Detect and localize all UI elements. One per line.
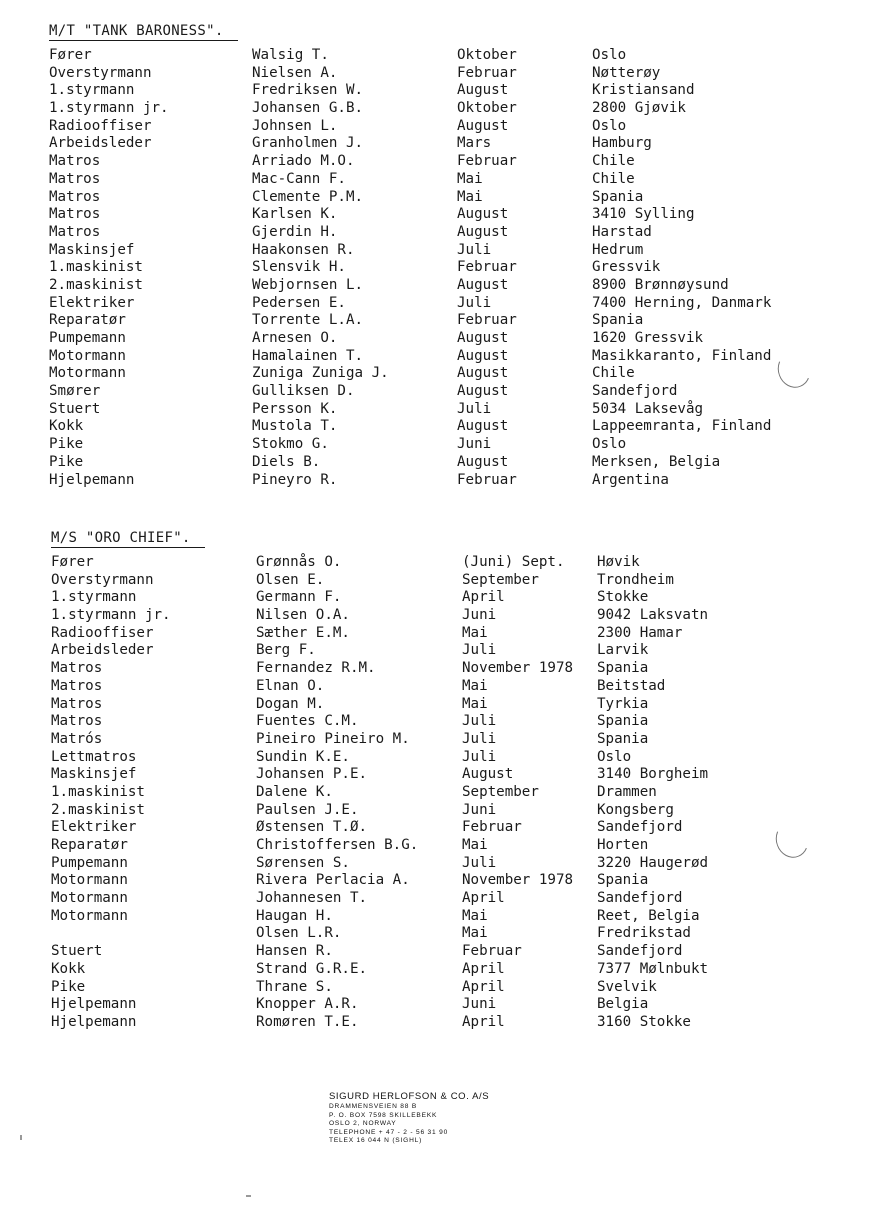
crew-name: Sæther E.M. xyxy=(256,624,350,641)
crew-rank: 1.maskinist xyxy=(49,259,143,276)
crew-month: April xyxy=(462,589,505,606)
crew-month: Mai xyxy=(462,925,488,942)
crew-row xyxy=(51,837,851,855)
crew-month: Mars xyxy=(457,135,492,152)
crew-name: Karlsen K. xyxy=(252,206,338,223)
telex-line: TELEX 16 044 N (SIGHL) xyxy=(329,1137,423,1145)
crew-name: Stokmo G. xyxy=(252,436,329,453)
crew-place: Oslo xyxy=(592,117,627,134)
crew-name: Strand G.R.E. xyxy=(256,960,368,977)
crew-name: Arnesen O. xyxy=(252,330,338,346)
crew-month: Oktober xyxy=(457,47,517,63)
crew-rank: 1.styrmann jr. xyxy=(49,100,169,117)
crew-rank: Motormann xyxy=(49,365,126,382)
crew-place: Hedrum xyxy=(592,241,644,258)
crew-rank: Hjelpemann xyxy=(49,471,135,488)
crew-row xyxy=(49,82,849,100)
crew-row xyxy=(49,436,849,454)
crew-month: Mai xyxy=(462,837,488,853)
crew-name: Østensen T.Ø. xyxy=(256,819,368,836)
crew-name: Haakonsen R. xyxy=(252,241,355,258)
crew-rank: Matros xyxy=(49,188,101,205)
crew-place: 1620 Gressvik xyxy=(592,330,704,346)
crew-month: August xyxy=(457,383,509,400)
crew-place: Sandefjord xyxy=(597,890,683,907)
crew-row xyxy=(51,607,851,625)
crew-name: Sundin K.E. xyxy=(256,748,350,765)
crew-row xyxy=(51,996,851,1014)
crew-rank: Reparatør xyxy=(49,312,126,329)
crew-rank: Motormann xyxy=(51,907,128,924)
crew-rank: Fører xyxy=(49,47,92,63)
crew-name: Christoffersen B.G. xyxy=(256,837,419,853)
crew-row xyxy=(49,383,849,401)
crew-row xyxy=(51,979,851,997)
crew-row xyxy=(51,749,851,767)
crew-month: Mai xyxy=(462,907,488,924)
crew-name: Nilsen O.A. xyxy=(256,607,350,624)
crew-month: April xyxy=(462,1013,505,1030)
crew-place: 9042 Laksvatn xyxy=(597,607,709,624)
crew-name: Knopper A.R. xyxy=(256,996,359,1013)
crew-place: Merksen, Belgia xyxy=(592,453,721,470)
crew-rank: Matrós xyxy=(51,730,103,747)
crew-place: 3220 Haugerød xyxy=(597,854,709,871)
crew-place: Oslo xyxy=(592,436,627,453)
crew-row xyxy=(49,472,849,490)
crew-month: Februar xyxy=(457,64,517,81)
crew-name: Olsen L.R. xyxy=(256,925,342,942)
crew-month: Februar xyxy=(457,312,517,329)
crew-month: August xyxy=(457,223,509,240)
crew-place: Spania xyxy=(597,660,649,677)
crew-row xyxy=(49,277,849,295)
crew-month: August xyxy=(457,206,509,223)
crew-name: Grønnås O. xyxy=(256,554,342,570)
crew-place: Oslo xyxy=(592,47,627,63)
crew-row xyxy=(49,135,849,153)
crew-row xyxy=(49,401,849,419)
crew-row xyxy=(51,943,851,961)
address-line: DRAMMENSVEIEN 88 B xyxy=(329,1103,418,1110)
crew-row xyxy=(49,242,849,260)
crew-place: Sandefjord xyxy=(592,383,678,400)
crew-row xyxy=(51,908,851,926)
crew-row xyxy=(51,713,851,731)
crew-month: November 1978 xyxy=(462,660,574,677)
crew-month: Juli xyxy=(462,642,497,659)
crew-name: Persson K. xyxy=(252,400,338,417)
crew-name: Thrane S. xyxy=(256,978,333,995)
crew-name: Dalene K. xyxy=(256,783,333,800)
crew-place: 7400 Herning, Danmark xyxy=(592,294,772,311)
crew-place: Hamburg xyxy=(592,135,652,152)
crew-place: Tyrkia xyxy=(597,695,649,712)
crew-row xyxy=(51,731,851,749)
crew-section-oro-chief xyxy=(51,527,851,1032)
crew-name: Dogan M. xyxy=(256,695,325,712)
crew-month: Juli xyxy=(462,713,497,730)
crew-month: Juli xyxy=(462,854,497,871)
address-line: P. O. BOX 7598 SKILLEBEKK xyxy=(329,1111,438,1119)
crew-month: August xyxy=(462,766,514,783)
crew-name: Fernandez R.M. xyxy=(256,660,376,677)
crew-name: Rivera Perlacia A. xyxy=(256,872,410,889)
crew-row xyxy=(51,589,851,607)
crew-rank: Radiooffiser xyxy=(51,624,154,641)
crew-month: Oktober xyxy=(457,100,517,117)
crew-name: Pineyro R. xyxy=(252,471,338,488)
crew-name: Nielsen A. xyxy=(252,64,338,81)
crew-rank: Matros xyxy=(51,695,103,712)
crew-name: Clemente P.M. xyxy=(252,188,364,205)
crew-row xyxy=(49,189,849,207)
crew-month: Juli xyxy=(457,400,492,417)
crew-name: Berg F. xyxy=(256,642,316,659)
crew-name: Johansen P.E. xyxy=(256,766,368,783)
crew-section-tank-baroness xyxy=(49,20,849,489)
crew-place: Gressvik xyxy=(592,259,661,276)
crew-row xyxy=(51,802,851,820)
crew-row xyxy=(51,766,851,784)
crew-rank: 2.maskinist xyxy=(49,276,143,293)
crew-rank: Elektriker xyxy=(51,819,137,836)
crew-month: Februar xyxy=(457,471,517,488)
crew-name: Elnan O. xyxy=(256,677,325,694)
crew-place: 2800 Gjøvik xyxy=(592,100,686,117)
crew-list xyxy=(49,47,849,489)
crew-name: Arriado M.O. xyxy=(252,153,355,170)
crew-month: September xyxy=(462,571,539,588)
crew-place: Lappeemranta, Finland xyxy=(592,418,772,435)
crew-row xyxy=(51,819,851,837)
crew-name: Johnsen L. xyxy=(252,117,338,134)
crew-rank: Pike xyxy=(51,978,86,995)
crew-row xyxy=(51,890,851,908)
crew-place: 5034 Laksevåg xyxy=(592,400,704,417)
crew-name: Webjornsen L. xyxy=(252,276,364,293)
crew-row xyxy=(49,295,849,313)
crew-row xyxy=(49,47,849,65)
crew-place: Trondheim xyxy=(597,571,674,588)
crew-row xyxy=(51,784,851,802)
crew-name: Olsen E. xyxy=(256,571,325,588)
crew-rank: Maskinsjef xyxy=(49,241,135,258)
crew-row xyxy=(51,678,851,696)
crew-row xyxy=(49,171,849,189)
crew-rank: Matros xyxy=(51,713,103,730)
crew-rank: Matros xyxy=(49,153,101,170)
scan-speck xyxy=(246,1195,251,1197)
crew-row xyxy=(49,312,849,330)
crew-month: August xyxy=(457,330,509,346)
crew-rank: Reparatør xyxy=(51,837,128,853)
crew-row xyxy=(49,454,849,472)
crew-name: Gjerdin H. xyxy=(252,223,338,240)
crew-name: Mustola T. xyxy=(252,418,338,435)
scan-speck xyxy=(20,1135,22,1140)
crew-rank: Motormann xyxy=(49,347,126,364)
crew-place: Harstad xyxy=(592,223,652,240)
crew-name: Gulliksen D. xyxy=(252,383,355,400)
crew-row xyxy=(49,100,849,118)
crew-rank: Matros xyxy=(51,677,103,694)
crew-rank: Smører xyxy=(49,383,101,400)
crew-month: April xyxy=(462,978,505,995)
crew-rank: Pike xyxy=(49,453,84,470)
crew-place: Spania xyxy=(592,188,644,205)
crew-rank: Maskinsjef xyxy=(51,766,137,783)
crew-rank: Motormann xyxy=(51,872,128,889)
crew-month: Mai xyxy=(457,170,483,187)
crew-rank: Radiooffiser xyxy=(49,117,152,134)
crew-rank: Kokk xyxy=(51,960,86,977)
crew-rank: Stuert xyxy=(49,400,101,417)
crew-rank: 1.styrmann jr. xyxy=(51,607,171,624)
crew-row xyxy=(49,153,849,171)
crew-rank: Matros xyxy=(49,206,101,223)
crew-name: Zuniga Zuniga J. xyxy=(252,365,389,382)
crew-month: Juni xyxy=(462,801,497,818)
crew-place: Kongsberg xyxy=(597,801,674,818)
crew-month: Juni xyxy=(462,996,497,1013)
crew-name: Sørensen S. xyxy=(256,854,350,871)
crew-place: Fredrikstad xyxy=(597,925,691,942)
crew-place: Kristiansand xyxy=(592,82,695,99)
crew-month: August xyxy=(457,117,509,134)
crew-row xyxy=(49,348,849,366)
crew-place: 3140 Borgheim xyxy=(597,766,709,783)
crew-name: Hansen R. xyxy=(256,943,333,960)
crew-name: Granholmen J. xyxy=(252,135,364,152)
crew-month: Februar xyxy=(462,943,522,960)
crew-rank: Overstyrmann xyxy=(51,571,154,588)
crew-rank: Arbeidsleder xyxy=(49,135,152,152)
crew-name: Germann F. xyxy=(256,589,342,606)
crew-month: August xyxy=(457,365,509,382)
crew-name: Fredriksen W. xyxy=(252,82,364,99)
telephone-line: TELEPHONE + 47 - 2 - 56 31 90 xyxy=(329,1128,449,1136)
crew-month: September xyxy=(462,783,539,800)
crew-row xyxy=(51,625,851,643)
crew-row xyxy=(51,696,851,714)
crew-place: Belgia xyxy=(597,996,649,1013)
crew-month: Juni xyxy=(462,607,497,624)
crew-rank: Hjelpemann xyxy=(51,1013,137,1030)
crew-month: August xyxy=(457,453,509,470)
crew-place: 3410 Sylling xyxy=(592,206,695,223)
crew-place: Beitstad xyxy=(597,677,666,694)
section-title: M/S "ORO CHIEF". xyxy=(51,529,205,548)
crew-name: Torrente L.A. xyxy=(252,312,364,329)
crew-rank: Overstyrmann xyxy=(49,64,152,81)
crew-row xyxy=(51,925,851,943)
crew-rank: 1.maskinist xyxy=(51,783,145,800)
crew-month: April xyxy=(462,890,505,907)
crew-place: Chile xyxy=(592,153,635,170)
crew-row xyxy=(49,330,849,348)
crew-month: Juli xyxy=(462,730,497,747)
crew-name: Johansen G.B. xyxy=(252,100,364,117)
crew-month: August xyxy=(457,418,509,435)
crew-place: 2300 Hamar xyxy=(597,624,683,641)
crew-month: Februar xyxy=(462,819,522,836)
crew-rank: Matros xyxy=(51,660,103,677)
crew-rank: Matros xyxy=(49,223,101,240)
crew-rank: Hjelpemann xyxy=(51,996,137,1013)
crew-rank: Motormann xyxy=(51,890,128,907)
crew-row xyxy=(49,259,849,277)
crew-month: Februar xyxy=(457,259,517,276)
crew-month: Juni xyxy=(457,436,492,453)
crew-name: Johannesen T. xyxy=(256,890,368,907)
crew-rank: 1.styrmann xyxy=(51,589,137,606)
address-line: OSLO 2, NORWAY xyxy=(329,1120,397,1128)
crew-month: Mai xyxy=(462,624,488,641)
crew-row xyxy=(51,572,851,590)
crew-place: Høvik xyxy=(597,554,640,570)
crew-name: Pedersen E. xyxy=(252,294,346,311)
crew-rank: Pike xyxy=(49,436,84,453)
crew-row xyxy=(49,206,849,224)
crew-month: April xyxy=(462,960,505,977)
crew-row xyxy=(49,224,849,242)
crew-month: August xyxy=(457,82,509,99)
crew-place: Svelvik xyxy=(597,978,657,995)
crew-name: Diels B. xyxy=(252,453,321,470)
crew-place: Drammen xyxy=(597,783,657,800)
crew-place: Spania xyxy=(597,713,649,730)
crew-month: Mai xyxy=(462,677,488,694)
crew-row xyxy=(51,872,851,890)
section-title: M/T "TANK BARONESS". xyxy=(49,22,238,41)
crew-rank: 1.styrmann xyxy=(49,82,135,99)
crew-name: Mac-Cann F. xyxy=(252,170,346,187)
crew-place: Reet, Belgia xyxy=(597,907,700,924)
crew-month: Mai xyxy=(457,188,483,205)
crew-row xyxy=(51,961,851,979)
crew-place: Sandefjord xyxy=(597,943,683,960)
crew-row xyxy=(49,118,849,136)
crew-place: Horten xyxy=(597,837,649,853)
crew-place: Larvik xyxy=(597,642,649,659)
crew-place: Nøtterøy xyxy=(592,64,661,81)
crew-name: Haugan H. xyxy=(256,907,333,924)
crew-place: Spania xyxy=(597,872,649,889)
crew-month: August xyxy=(457,347,509,364)
crew-place: Oslo xyxy=(597,748,632,765)
crew-month: Juli xyxy=(462,748,497,765)
crew-rank: Matros xyxy=(49,170,101,187)
crew-rank: Lettmatros xyxy=(51,748,137,765)
crew-place: 8900 Brønnøysund xyxy=(592,276,729,293)
crew-month: Februar xyxy=(457,153,517,170)
crew-rank: Pumpemann xyxy=(51,854,128,871)
crew-row xyxy=(51,855,851,873)
crew-place: Stokke xyxy=(597,589,649,606)
crew-row xyxy=(49,65,849,83)
crew-rank: Elektriker xyxy=(49,294,135,311)
crew-month: (Juni) Sept. xyxy=(462,554,565,570)
crew-row xyxy=(51,642,851,660)
crew-month: Mai xyxy=(462,695,488,712)
crew-place: Spania xyxy=(592,312,644,329)
crew-name: Paulsen J.E. xyxy=(256,801,359,818)
crew-list xyxy=(51,554,851,1032)
crew-rank: 2.maskinist xyxy=(51,801,145,818)
crew-name: Pineiro Pineiro M. xyxy=(256,730,410,747)
crew-rank: Kokk xyxy=(49,418,84,435)
letterhead xyxy=(329,1090,489,1146)
company-name: SIGURD HERLOFSON & CO. A/S xyxy=(329,1091,490,1102)
crew-place: Argentina xyxy=(592,471,669,488)
crew-month: Juli xyxy=(457,241,492,258)
crew-row xyxy=(49,418,849,436)
crew-rank: Arbeidsleder xyxy=(51,642,154,659)
crew-month: November 1978 xyxy=(462,872,574,889)
crew-place: 3160 Stokke xyxy=(597,1013,691,1030)
crew-row xyxy=(49,365,849,383)
crew-name: Walsig T. xyxy=(252,47,329,63)
crew-name: Slensvik H. xyxy=(252,259,346,276)
crew-name: Romøren T.E. xyxy=(256,1013,359,1030)
crew-name: Hamalainen T. xyxy=(252,347,364,364)
crew-place: Spania xyxy=(597,730,649,747)
crew-month: Juli xyxy=(457,294,492,311)
crew-place: Chile xyxy=(592,365,635,382)
crew-place: 7377 Mølnbukt xyxy=(597,960,709,977)
crew-month: August xyxy=(457,276,509,293)
crew-rank: Fører xyxy=(51,554,94,570)
crew-place: Sandefjord xyxy=(597,819,683,836)
crew-rank: Pumpemann xyxy=(49,330,126,346)
crew-place: Chile xyxy=(592,170,635,187)
crew-rank: Stuert xyxy=(51,943,103,960)
crew-row xyxy=(51,1014,851,1032)
crew-name: Fuentes C.M. xyxy=(256,713,359,730)
crew-row xyxy=(51,554,851,572)
crew-row xyxy=(51,660,851,678)
crew-place: Masikkaranto, Finland xyxy=(592,347,772,364)
